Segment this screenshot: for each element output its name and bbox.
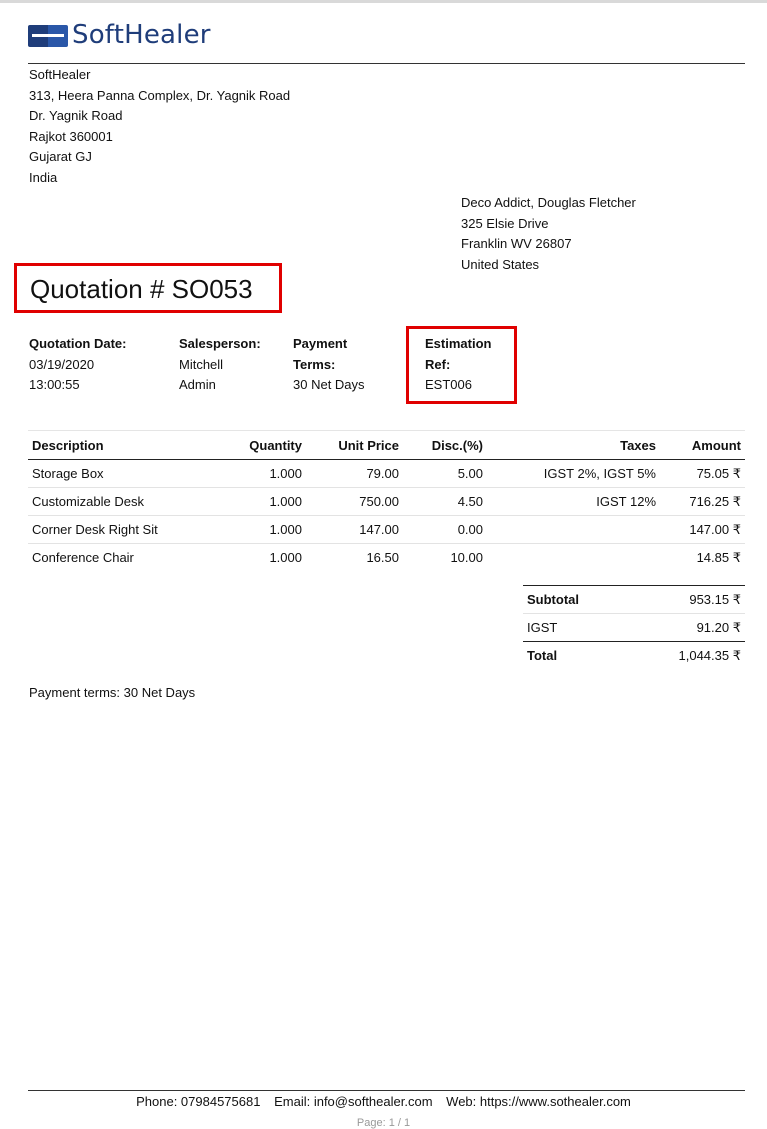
footer-phone: Phone: 07984575681 <box>136 1094 261 1109</box>
customer-line: United States <box>461 256 540 272</box>
customer-line: Franklin WV 26807 <box>461 236 572 251</box>
table-row <box>28 488 745 516</box>
estimation-highlight-box <box>406 326 517 404</box>
quotation-time-value: 13:00:55 <box>29 377 80 392</box>
quotation-date-block <box>29 334 127 396</box>
cell-discount: 5.00 <box>403 460 487 488</box>
company-line: Dr. Yagnik Road <box>29 108 123 123</box>
page-number: Page: 1 / 1 <box>356 1117 411 1129</box>
table-row <box>28 460 745 488</box>
customer-line: 325 Elsie Drive <box>461 215 549 231</box>
totals-table <box>523 585 745 669</box>
total-value: 1,044.35 ₹ <box>633 642 745 670</box>
cell-discount: 10.00 <box>450 550 483 565</box>
salesperson-last: Admin <box>179 377 216 392</box>
cell-description: Conference Chair <box>32 550 134 565</box>
col-quantity: Quantity <box>228 431 306 460</box>
total-label: Total <box>523 642 633 670</box>
cell-description: Customizable Desk <box>28 488 228 516</box>
payment-terms-label: Payment <box>293 336 348 351</box>
subtotal-value: 953.15 ₹ <box>633 586 745 614</box>
company-line: SoftHealer <box>29 67 91 82</box>
top-border <box>0 0 767 3</box>
cell-unit-price: 750.00 <box>306 488 403 516</box>
cell-amount: 147.00 ₹ <box>660 516 745 544</box>
header-divider <box>28 63 745 64</box>
cell-amount: 716.25 ₹ <box>660 488 745 516</box>
cell-quantity: 1.000 <box>228 516 306 544</box>
company-logo <box>28 18 211 52</box>
quotation-title: Quotation # SO053 <box>30 274 253 304</box>
payment-terms-block <box>293 334 365 396</box>
company-line: India <box>29 169 58 185</box>
cell-discount: 4.50 <box>403 488 487 516</box>
cell-unit-price: 147.00 <box>306 516 403 544</box>
cell-taxes <box>487 516 660 544</box>
company-line: Gujarat GJ <box>29 149 92 164</box>
table-row <box>28 544 745 572</box>
cell-unit-price: 16.50 <box>366 550 399 565</box>
cell-quantity: 1.000 <box>228 460 306 488</box>
col-description: Description <box>28 431 228 460</box>
col-unit-price: Unit Price <box>306 431 403 460</box>
cell-taxes: IGST 2%, IGST 5% <box>487 460 660 488</box>
cell-taxes: IGST 12% <box>487 488 660 516</box>
col-amount: Amount <box>660 431 745 460</box>
footer-web: Web: https://www.sothealer.com <box>446 1094 631 1109</box>
cell-description: Storage Box <box>28 460 228 488</box>
subtotal-row <box>523 586 745 614</box>
cell-unit-price: 79.00 <box>306 460 403 488</box>
col-discount: Disc.(%) <box>403 431 487 460</box>
company-line: Rajkot 360001 <box>29 128 113 144</box>
payment-terms-value: 30 Net Days <box>293 377 365 392</box>
footer-divider <box>28 1090 745 1091</box>
cell-quantity: 1.000 <box>269 550 302 565</box>
payment-terms-note: Payment terms: 30 Net Days <box>29 685 196 700</box>
estimation-ref-label-2: Ref: <box>425 356 451 372</box>
order-lines-table <box>28 430 745 571</box>
tax-label: IGST <box>523 614 633 642</box>
logo-text: SoftHealer <box>72 20 211 50</box>
payment-terms-label-2: Terms: <box>293 356 336 372</box>
salesperson-label: Salesperson: <box>179 336 261 351</box>
cell-amount: 75.05 ₹ <box>660 460 745 488</box>
salesperson-first: Mitchell <box>179 356 224 372</box>
footer-email: Email: info@softhealer.com <box>274 1094 433 1109</box>
quotation-date-label: Quotation Date: <box>29 336 127 351</box>
company-address <box>29 65 290 188</box>
estimation-ref-value: EST006 <box>425 377 472 392</box>
tax-row <box>523 614 745 642</box>
tax-value: 91.20 ₹ <box>633 614 745 642</box>
cell-description: Corner Desk Right Sit <box>28 516 228 544</box>
estimation-ref-label: Estimation <box>425 336 492 351</box>
table-header-row <box>28 431 745 460</box>
cell-amount: 14.85 ₹ <box>696 549 741 565</box>
logo-icon <box>28 22 70 48</box>
col-taxes: Taxes <box>487 431 660 460</box>
cell-taxes <box>487 544 660 572</box>
company-line: 313, Heera Panna Complex, Dr. Yagnik Road <box>29 87 291 103</box>
salesperson-block <box>179 334 261 396</box>
customer-line: Deco Addict, Douglas Fletcher <box>461 195 636 210</box>
table-row <box>28 516 745 544</box>
cell-quantity: 1.000 <box>228 488 306 516</box>
quotation-date-value: 03/19/2020 <box>29 356 95 372</box>
total-row <box>523 642 745 670</box>
customer-address <box>461 193 636 275</box>
subtotal-label: Subtotal <box>523 586 633 614</box>
footer-contact <box>0 1094 767 1109</box>
cell-discount: 0.00 <box>403 516 487 544</box>
